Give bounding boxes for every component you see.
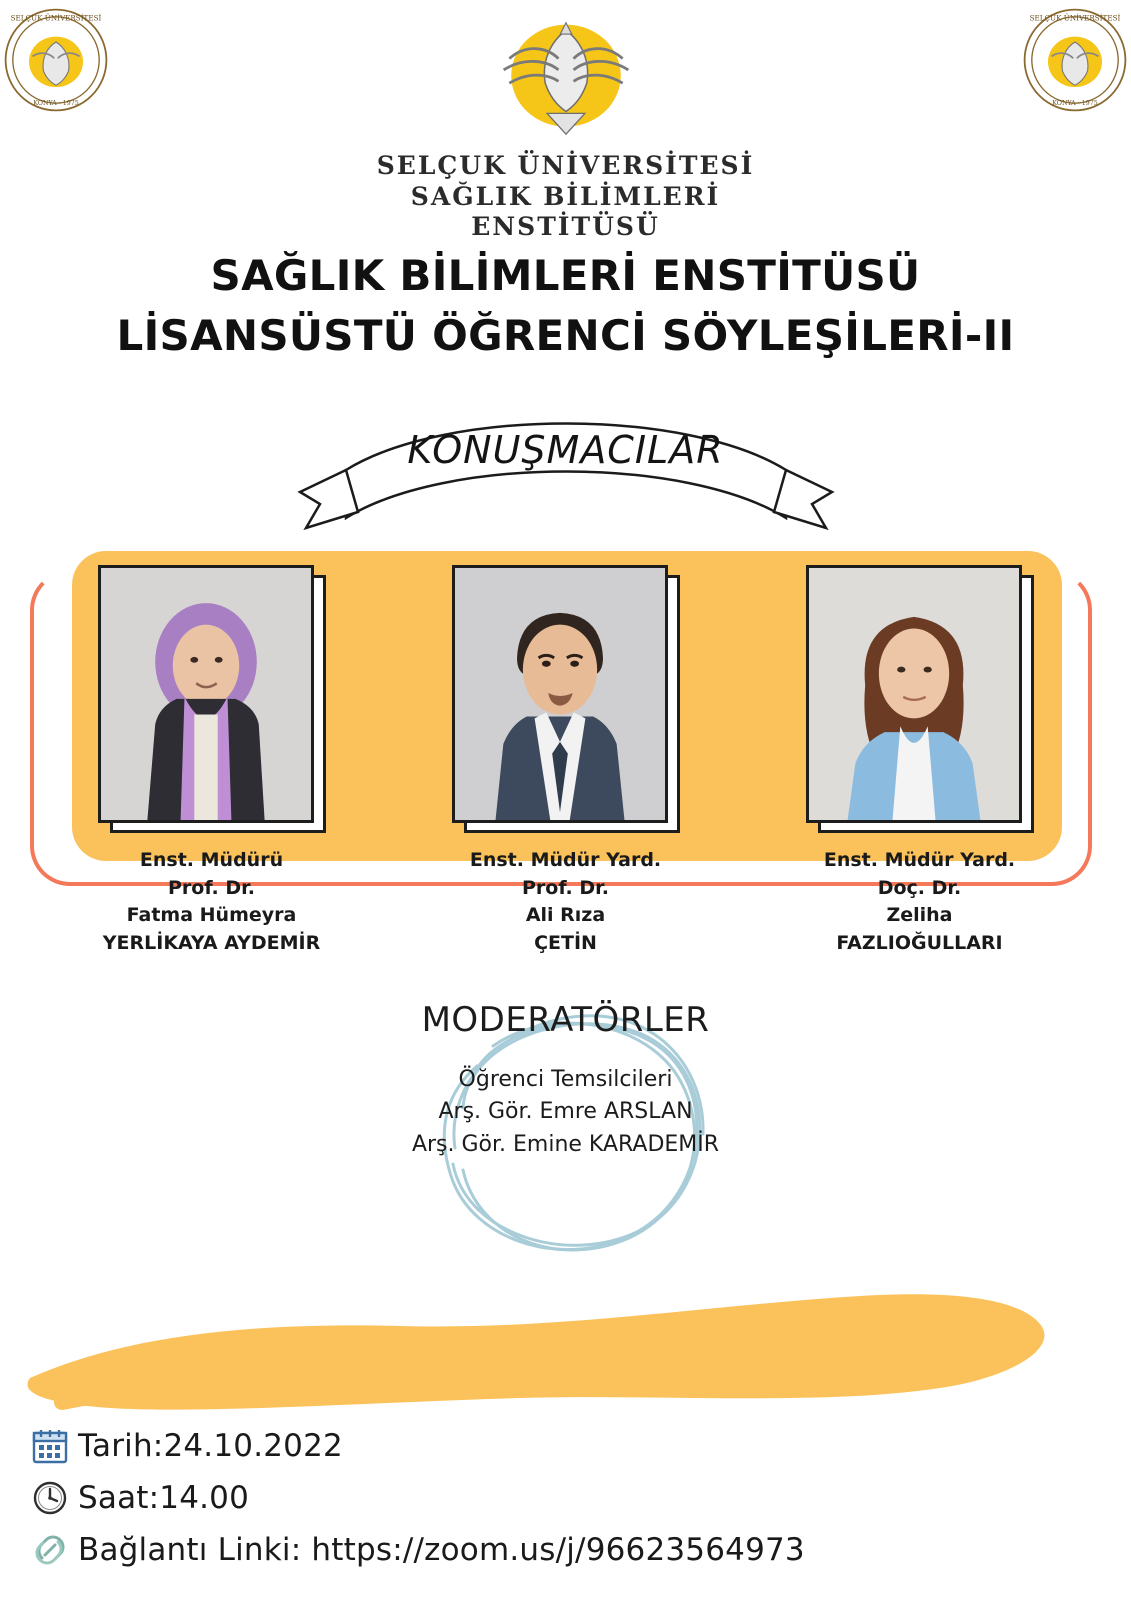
- event-date-row: [30, 1426, 1090, 1466]
- crest-icon: [1021, 6, 1129, 114]
- svg-text:KONYA · 1975: KONYA · 1975: [1052, 100, 1098, 108]
- clock-icon: [30, 1478, 70, 1518]
- speaker-photo-ali-riza: [452, 565, 668, 823]
- speaker-photo-frame: [806, 565, 1034, 835]
- portrait-illustration: [101, 568, 311, 820]
- speaker-last-name: ÇETİN: [534, 931, 597, 954]
- speakers-ribbon: [286, 400, 846, 550]
- moderator-person-1: Arş. Gör. Emre ARSLAN: [438, 1099, 693, 1125]
- page-title-line2: LİSANSÜSTÜ ÖĞRENCİ SÖYLEŞİLERİ-II: [116, 310, 1015, 360]
- speaker-last-name: YERLİKAYA AYDEMİR: [102, 931, 321, 954]
- speaker-photo-fatma-humeyra: [98, 565, 314, 823]
- event-time: Saat:14.00: [78, 1480, 250, 1516]
- speaker-title: Doç. Dr.: [877, 876, 962, 899]
- university-logo-left: [2, 6, 110, 114]
- speaker-card: [446, 565, 686, 957]
- portrait-illustration: [455, 568, 665, 820]
- link-icon: [30, 1530, 70, 1570]
- portrait-illustration: [809, 568, 1019, 820]
- event-link[interactable]: Bağlantı Linki: https://zoom.us/j/96623564973: [78, 1532, 805, 1568]
- ribbon-shape: [286, 400, 846, 550]
- event-date: Tarih:24.10.2022: [78, 1428, 343, 1464]
- speaker-role: Enst. Müdür Yard.: [823, 849, 1016, 871]
- brush-stroke-decoration: [0, 1282, 1131, 1432]
- university-logo-right: [1021, 6, 1129, 114]
- speakers-list: [0, 565, 1131, 957]
- page-title-line1: SAĞLIK BİLİMLERİ ENSTİTÜSÜ: [210, 251, 921, 300]
- crest-icon: [2, 6, 110, 114]
- speaker-last-name: FAZLIOĞULLARI: [836, 931, 1003, 954]
- moderators-section: [0, 1000, 1131, 1161]
- university-logo-center: [356, 0, 776, 243]
- calendar-icon: [30, 1426, 70, 1466]
- svg-text:SELÇUK ÜNİVERSİTESİ: SELÇUK ÜNİVERSİTESİ: [10, 13, 102, 23]
- speaker-role: Enst. Müdür Yard.: [469, 849, 662, 871]
- page-title: [0, 246, 1131, 365]
- event-details: [30, 1426, 1090, 1582]
- speaker-first-name: Ali Rıza: [525, 904, 606, 927]
- event-link-row[interactable]: [30, 1530, 1090, 1570]
- university-name-line2: SAĞLIK BİLİMLERİ ENSTİTÜSÜ: [410, 181, 721, 241]
- speaker-card: [92, 565, 332, 957]
- university-name-line1: SELÇUK ÜNİVERSİTESİ: [376, 151, 755, 180]
- speaker-first-name: Zeliha: [886, 904, 953, 927]
- moderators-subtitle: Öğrenci Temsilcileri: [458, 1067, 673, 1092]
- speaker-first-name: Fatma Hümeyra: [126, 904, 297, 927]
- speaker-photo-frame: [452, 565, 680, 835]
- svg-text:SELÇUK ÜNİVERSİTESİ: SELÇUK ÜNİVERSİTESİ: [1029, 13, 1121, 23]
- svg-text:KONYA · 1975: KONYA · 1975: [33, 100, 79, 108]
- speaker-card: [800, 565, 1040, 957]
- speaker-title: Prof. Dr.: [167, 876, 256, 899]
- ribbon-label: KONUŞMACILAR: [407, 428, 724, 472]
- moderators-heading: MODERATÖRLER: [421, 1000, 710, 1040]
- speaker-title: Prof. Dr.: [521, 876, 610, 899]
- crest-icon: [481, 0, 651, 155]
- speaker-role: Enst. Müdürü: [139, 849, 284, 871]
- moderator-person-2: Arş. Gör. Emine KARADEMİR: [411, 1131, 720, 1157]
- event-time-row: [30, 1478, 1090, 1518]
- speaker-photo-zeliha: [806, 565, 1022, 823]
- speaker-photo-frame: [98, 565, 326, 835]
